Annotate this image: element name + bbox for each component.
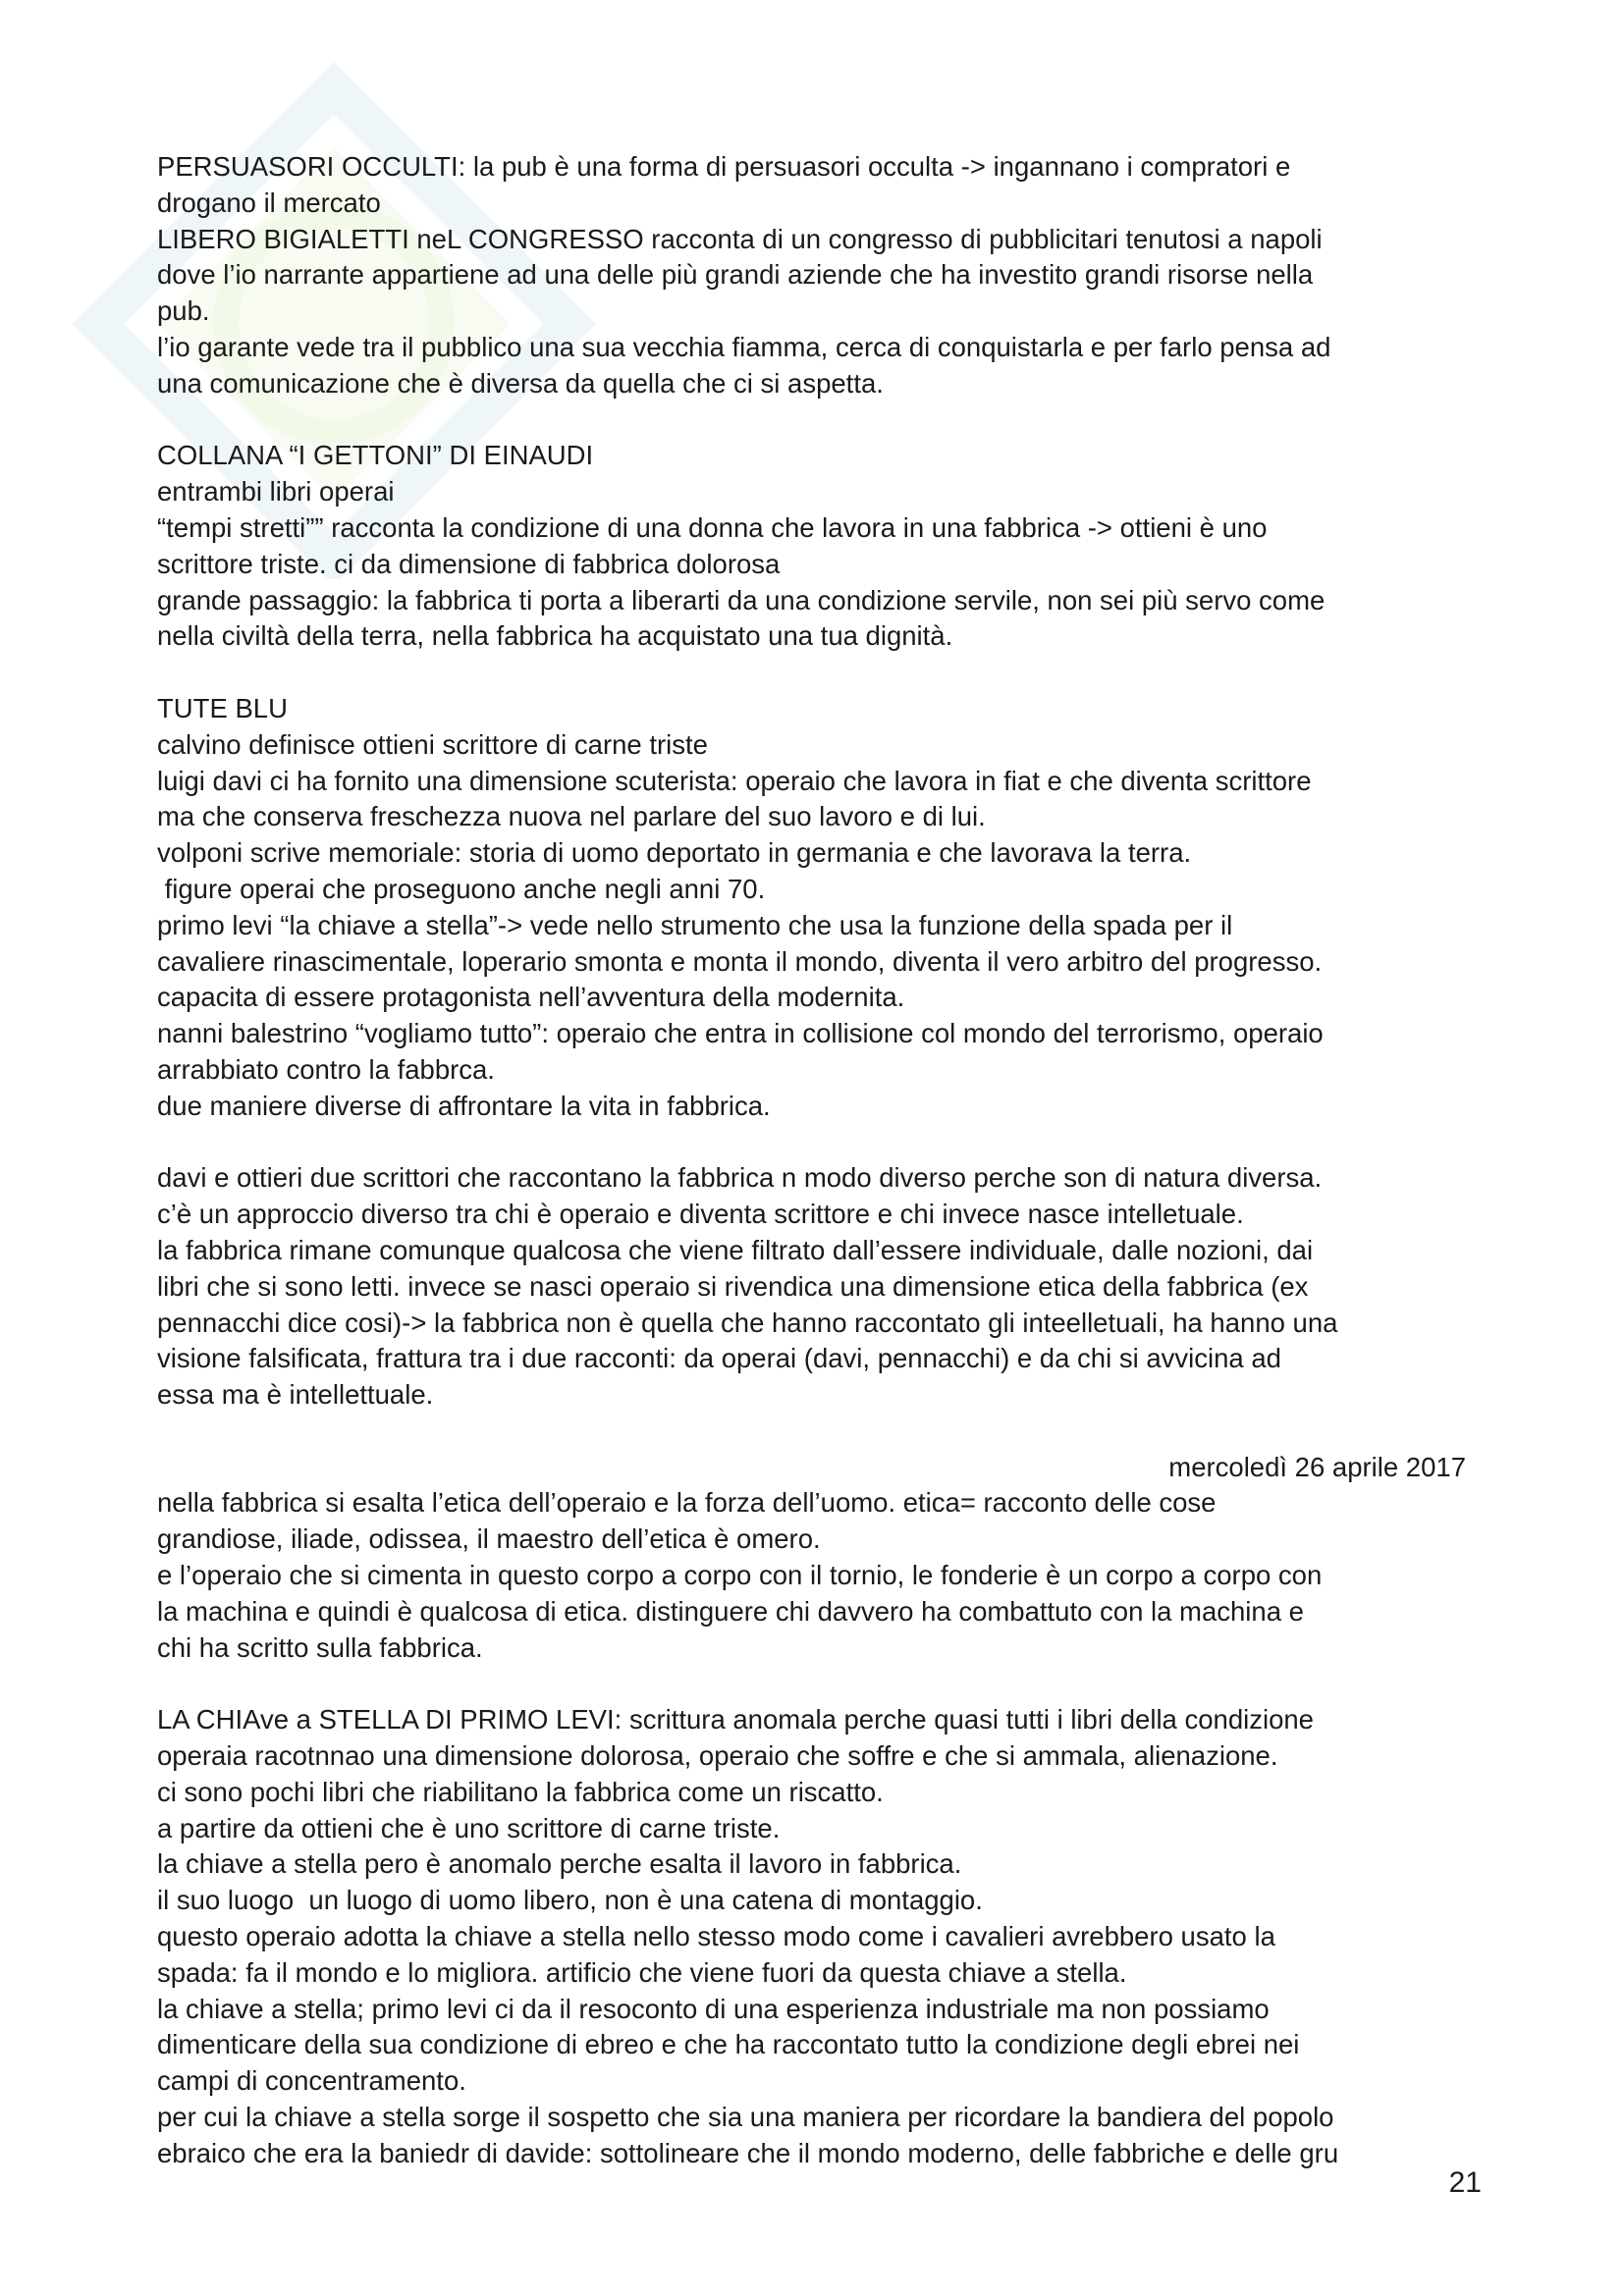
paragraph-gap (157, 1125, 1492, 1161)
text-line: TUTE BLU (157, 692, 288, 723)
text-line: due maniere diverse di affrontare la vita in fabbrica. (157, 1090, 771, 1121)
date-heading: mercoledì 26 aprile 2017 (1168, 1451, 1466, 1482)
text-line: a partire da ottieni che è uno scrittore di carne triste. (157, 1812, 781, 1843)
text-line: LA CHIAve a STELLA DI PRIMO LEVI: scrittura anomala perche quasi tutti i libri della condizione (157, 1704, 1314, 1735)
text-line: c’è un approccio diverso tra chi è operaio e diventa scrittore e chi invece nasce intelletuale. (157, 1199, 1244, 1230)
text-line: una comunicazione che è diversa da quella che ci si aspetta. (157, 367, 884, 399)
text-line: primo levi “la chiave a stella”-> vede nello strumento che usa la funzione della spada per il (157, 909, 1233, 940)
text-line: pub. (157, 295, 210, 327)
text-line: ci sono pochi libri che riabilitano la fabbrica come un riscatto. (157, 1776, 884, 1807)
text-line: volponi scrive memoriale: storia di uomo deportato in germania e che lavorava la terra. (157, 837, 1192, 869)
text-line: nanni balestrino “vogliamo tutto”: operaio che entra in collisione col mondo del terrorismo, operaio (157, 1018, 1324, 1049)
text-line: campi di concentramento. (157, 2065, 466, 2097)
text-line: la chiave a stella; primo levi ci da il resoconto di una esperienza industriale ma non possiamo (157, 1993, 1270, 2024)
text-line: grandiose, iliade, odissea, il maestro dell’etica è omero. (157, 1523, 821, 1555)
paragraph-gap (157, 1666, 1492, 1702)
paragraph-gap (157, 402, 1492, 439)
text-line: cavaliere rinascimentale, loperario smonta e monta il mondo, diventa il vero arbitro del progresso. (157, 945, 1323, 977)
text-line: capacita di essere protagonista nell’avventura della modernita. (157, 982, 905, 1013)
text-line: luigi davi ci ha fornito una dimensione scuterista: operaio che lavora in fiat e che diventa scrittore (157, 765, 1312, 796)
text-line: “tempi stretti”” racconta la condizione di una donna che lavora in una fabbrica -> ottieni è uno (157, 511, 1268, 543)
text-line: figure operai che proseguono anche negli anni 70. (157, 873, 766, 904)
text-line: visione falsificata, frattura tra i due racconti: da operai (davi, pennacchi) e da chi si avvicina ad (157, 1343, 1281, 1374)
text-line: il suo luogo un luogo di uomo libero, non è una catena di montaggio. (157, 1885, 983, 1916)
text-line: essa ma è intellettuale. (157, 1379, 434, 1411)
text-line: chi ha scritto sulla fabbrica. (157, 1631, 483, 1663)
text-line: libri che si sono letti. invece se nasci operaio si rivendica una dimensione etica della fabbrica (ex (157, 1270, 1309, 1302)
text-line: nella civiltà della terra, nella fabbrica ha acquistato una tua dignità. (157, 620, 953, 652)
paragraph-gap (157, 655, 1492, 691)
text-line: per cui la chiave a stella sorge il sospetto che sia una maniera per ricordare la bandiera del popolo (157, 2102, 1334, 2133)
text-line: grande passaggio: la fabbrica ti porta a liberarti da una condizione servile, non sei più servo come (157, 584, 1326, 615)
text-line: COLLANA “I GETTONI” DI EINAUDI (157, 440, 594, 471)
page-number: 21 (1448, 2166, 1482, 2199)
text-line: PERSUASORI OCCULTI: la pub è una forma di persuasori occulta -> ingannano i compratori e (157, 151, 1291, 182)
text-line: la machina e quindi è qualcosa di etica. distinguere chi davvero ha combattuto con la machina e (157, 1595, 1304, 1627)
text-line: ebraico che era la baniedr di davide: sottolineare che il mondo moderno, delle fabbriche e delle gru (157, 2137, 1339, 2168)
text-line: operaia racotnnao una dimensione dolorosa, operaio che soffre e che si ammala, alienazione. (157, 1740, 1278, 1772)
text-line: l’io garante vede tra il pubblico una sua vecchia fiamma, cerca di conquistarla e per farlo pensa ad (157, 331, 1331, 362)
document-body (157, 149, 1492, 2172)
text-line: questo operaio adotta la chiave a stella nello stesso modo come i cavalieri avrebbero usato la (157, 1921, 1275, 1952)
paragraph-gap (157, 1414, 1492, 1450)
text-line: entrambi libri operai (157, 476, 395, 507)
text-line: la chiave a stella pero è anomalo perche esalta il lavoro in fabbrica. (157, 1848, 962, 1880)
text-line: scrittore triste. ci da dimensione di fabbrica dolorosa (157, 548, 781, 579)
text-line: la fabbrica rimane comunque qualcosa che viene filtrato dall’essere individuale, dalle nozioni, dai (157, 1234, 1314, 1265)
text-line: nella fabbrica si esalta l’etica dell’operaio e la forza dell’uomo. etica= racconto delle cose (157, 1487, 1217, 1519)
text-line: dove l’io narrante appartiene ad una delle più grandi aziende che ha investito grandi risorse nella (157, 259, 1314, 291)
text-line: pennacchi dice cosi)-> la fabbrica non è quella che hanno raccontato gli inteelletuali, ha hanno una (157, 1307, 1338, 1338)
text-line: spada: fa il mondo e lo migliora. artificio che viene fuori da questa chiave a stella. (157, 1956, 1127, 1988)
text-line: calvino definisce ottieni scrittore di carne triste (157, 728, 708, 760)
text-line: arrabbiato contro la fabbrca. (157, 1053, 495, 1085)
text-line: ma che conserva freschezza nuova nel parlare del suo lavoro e di lui. (157, 801, 986, 832)
text-line: e l’operaio che si cimenta in questo corpo a corpo con il tornio, le fonderie è un corpo a corpo con (157, 1560, 1323, 1591)
text-line: dimenticare della sua condizione di ebreo e che ha raccontato tutto la condizione degli ebrei nei (157, 2029, 1300, 2060)
text-line: drogano il mercato (157, 187, 381, 218)
text-line: LIBERO BIGIALETTI neL CONGRESSO racconta di un congresso di pubblicitari tenutosi a napoli (157, 223, 1323, 254)
text-line: davi e ottieri due scrittori che raccontano la fabbrica n modo diverso perche son di natura diversa. (157, 1162, 1323, 1194)
